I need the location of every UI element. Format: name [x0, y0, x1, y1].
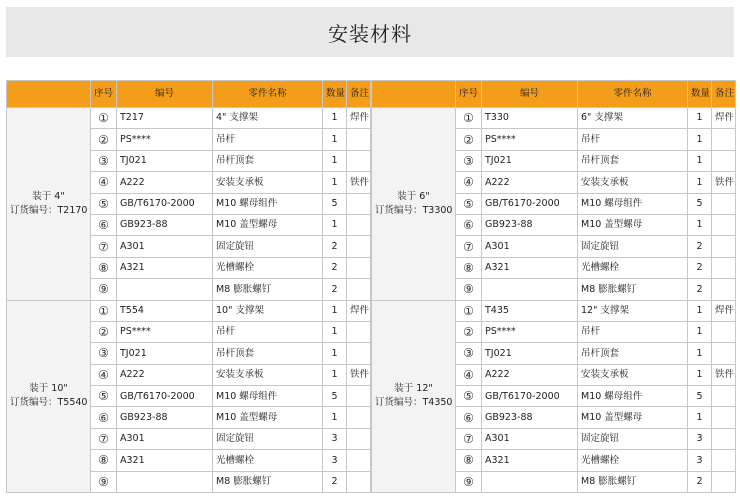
row-index: ②	[91, 129, 117, 150]
part-note: 焊件	[712, 108, 736, 129]
part-note	[347, 471, 371, 492]
part-qty: 5	[688, 193, 712, 214]
group-label-size: 装于 10"	[29, 383, 68, 395]
part-code: A301	[482, 428, 578, 449]
header-group	[372, 81, 456, 108]
part-note	[712, 236, 736, 257]
title-bar	[6, 7, 734, 57]
header-code: 编号	[117, 81, 213, 108]
part-note: 焊件	[712, 300, 736, 321]
header-index: 序号	[456, 81, 482, 108]
group-label-size: 装于 12"	[394, 383, 433, 395]
header-row	[7, 81, 371, 108]
part-note: 铁件	[347, 364, 371, 385]
group-label-order: 订货编号：T5540	[10, 397, 88, 409]
part-name: M10 螺母组件	[578, 193, 688, 214]
part-code: A321	[117, 450, 213, 471]
part-name: M10 盖型螺母	[578, 214, 688, 235]
row-index: ②	[456, 321, 482, 342]
part-name: M8 膨胀螺钉	[213, 279, 323, 300]
group-2	[7, 300, 371, 493]
part-qty: 2	[323, 279, 347, 300]
part-qty: 1	[688, 364, 712, 385]
row-index: ③	[91, 343, 117, 364]
row-index: ②	[91, 321, 117, 342]
row-index: ⑨	[91, 279, 117, 300]
part-qty: 1	[323, 150, 347, 171]
part-qty: 1	[688, 321, 712, 342]
part-code: A222	[482, 364, 578, 385]
part-name: 光槽螺栓	[213, 450, 323, 471]
part-qty: 1	[323, 214, 347, 235]
part-note	[347, 193, 371, 214]
row-index: ①	[91, 300, 117, 321]
part-name: M10 盖型螺母	[213, 214, 323, 235]
part-qty: 3	[688, 428, 712, 449]
part-note	[712, 279, 736, 300]
row-index: ④	[456, 172, 482, 193]
part-note	[712, 471, 736, 492]
part-qty: 2	[688, 471, 712, 492]
materials-grid	[6, 80, 734, 492]
part-name: 吊杆	[578, 321, 688, 342]
part-note	[347, 343, 371, 364]
part-code: A222	[117, 172, 213, 193]
row-index: ⑥	[91, 407, 117, 428]
row-index: ②	[456, 129, 482, 150]
part-qty: 1	[688, 343, 712, 364]
row-index: ⑤	[91, 193, 117, 214]
row-index: ③	[456, 343, 482, 364]
part-code	[117, 471, 213, 492]
part-note	[347, 428, 371, 449]
part-qty: 3	[323, 428, 347, 449]
part-qty: 5	[688, 386, 712, 407]
part-name: 安装支承板	[213, 364, 323, 385]
part-note	[347, 386, 371, 407]
part-note	[712, 214, 736, 235]
part-note	[347, 257, 371, 278]
part-name: 光槽螺栓	[213, 257, 323, 278]
part-qty: 5	[323, 193, 347, 214]
part-qty: 1	[323, 407, 347, 428]
part-note	[712, 129, 736, 150]
part-name: M8 膨胀螺钉	[213, 471, 323, 492]
header-name: 零件名称	[578, 81, 688, 108]
row-index: ⑥	[456, 407, 482, 428]
row-index: ⑥	[456, 214, 482, 235]
part-code: T330	[482, 108, 578, 129]
part-name: 安装支承板	[578, 364, 688, 385]
part-code: TJ021	[117, 150, 213, 171]
part-note	[712, 150, 736, 171]
part-qty: 1	[688, 129, 712, 150]
header-note: 备注	[347, 81, 371, 108]
group-label-order: 订货编号：T4350	[375, 397, 453, 409]
part-note	[347, 407, 371, 428]
part-code	[482, 471, 578, 492]
part-qty: 1	[323, 108, 347, 129]
part-name: 吊杆	[213, 129, 323, 150]
part-qty: 1	[688, 300, 712, 321]
part-name: M10 螺母组件	[213, 386, 323, 407]
part-code: A301	[117, 236, 213, 257]
part-qty: 1	[323, 364, 347, 385]
row-index: ⑨	[91, 471, 117, 492]
row-index: ⑧	[91, 450, 117, 471]
table-row	[7, 108, 371, 129]
part-qty: 3	[688, 450, 712, 471]
part-code: T217	[117, 108, 213, 129]
part-qty: 2	[323, 257, 347, 278]
part-qty: 1	[688, 407, 712, 428]
part-note	[347, 129, 371, 150]
row-index: ⑤	[91, 386, 117, 407]
header-qty: 数量	[323, 81, 347, 108]
part-note	[712, 450, 736, 471]
part-code: TJ021	[482, 150, 578, 171]
row-index: ①	[91, 108, 117, 129]
part-name: M8 膨胀螺钉	[578, 279, 688, 300]
row-index: ⑧	[91, 257, 117, 278]
part-qty: 1	[688, 172, 712, 193]
part-name: 固定旋钮	[578, 428, 688, 449]
part-code: TJ021	[117, 343, 213, 364]
part-note	[347, 236, 371, 257]
header-name: 零件名称	[213, 81, 323, 108]
part-name: 安装支承板	[578, 172, 688, 193]
part-qty: 1	[323, 343, 347, 364]
row-index: ④	[456, 364, 482, 385]
part-note	[712, 386, 736, 407]
row-index: ⑧	[456, 257, 482, 278]
part-note	[347, 450, 371, 471]
group-3	[372, 300, 736, 493]
header-code: 编号	[482, 81, 578, 108]
part-code: PS****	[117, 129, 213, 150]
part-code: TJ021	[482, 343, 578, 364]
part-qty: 2	[688, 236, 712, 257]
part-name: 吊杆	[578, 129, 688, 150]
part-qty: 3	[323, 450, 347, 471]
row-index: ⑦	[456, 236, 482, 257]
part-note	[712, 343, 736, 364]
row-index: ⑦	[456, 428, 482, 449]
part-name: 4" 支撑架	[213, 108, 323, 129]
part-note: 焊件	[347, 108, 371, 129]
part-note	[712, 321, 736, 342]
part-qty: 1	[688, 108, 712, 129]
part-code: GB923-88	[117, 214, 213, 235]
part-code: PS****	[117, 321, 213, 342]
part-code: GB923-88	[482, 407, 578, 428]
part-code: A321	[482, 257, 578, 278]
part-qty: 1	[323, 300, 347, 321]
materials-table-right	[371, 80, 736, 493]
part-qty: 1	[323, 172, 347, 193]
part-code: GB/T6170-2000	[117, 193, 213, 214]
materials-table-left	[6, 80, 371, 493]
row-index: ⑨	[456, 279, 482, 300]
part-note	[712, 428, 736, 449]
row-index: ⑦	[91, 428, 117, 449]
part-note	[347, 279, 371, 300]
part-code: A301	[482, 236, 578, 257]
part-name: 吊杆顶套	[578, 343, 688, 364]
row-index: ⑨	[456, 471, 482, 492]
group-label-order: 订货编号：T2170	[10, 204, 88, 216]
table-row	[7, 300, 371, 321]
group-label	[7, 300, 91, 493]
part-code: PS****	[482, 321, 578, 342]
group-label-order: 订货编号：T3300	[375, 204, 453, 216]
part-qty: 1	[688, 214, 712, 235]
row-index: ⑤	[456, 386, 482, 407]
part-name: 吊杆顶套	[578, 150, 688, 171]
row-index: ③	[456, 150, 482, 171]
part-code: GB923-88	[482, 214, 578, 235]
part-code	[117, 279, 213, 300]
part-code: A321	[482, 450, 578, 471]
group-1	[372, 108, 736, 301]
part-name: 固定旋钮	[213, 236, 323, 257]
page-title: 安装材料	[328, 21, 412, 46]
part-name: M10 盖型螺母	[578, 407, 688, 428]
part-code: A222	[117, 364, 213, 385]
part-qty: 5	[323, 386, 347, 407]
part-name: 光槽螺栓	[578, 450, 688, 471]
part-code: A321	[117, 257, 213, 278]
table-row	[372, 108, 736, 129]
part-note: 铁件	[347, 172, 371, 193]
part-note	[712, 407, 736, 428]
part-qty: 2	[688, 257, 712, 278]
group-label-size: 装于 6"	[397, 190, 430, 202]
part-name: M10 盖型螺母	[213, 407, 323, 428]
part-name: 固定旋钮	[213, 428, 323, 449]
part-note: 焊件	[347, 300, 371, 321]
part-qty: 1	[323, 129, 347, 150]
row-index: ④	[91, 364, 117, 385]
part-note	[347, 150, 371, 171]
group-label-size: 装于 4"	[32, 190, 65, 202]
part-name: M10 螺母组件	[578, 386, 688, 407]
row-index: ①	[456, 300, 482, 321]
part-code: GB/T6170-2000	[482, 386, 578, 407]
header-row	[372, 81, 736, 108]
row-index: ④	[91, 172, 117, 193]
part-code: GB923-88	[117, 407, 213, 428]
part-name: M10 螺母组件	[213, 193, 323, 214]
row-index: ⑧	[456, 450, 482, 471]
part-qty: 2	[323, 236, 347, 257]
row-index: ⑦	[91, 236, 117, 257]
part-name: 光槽螺栓	[578, 257, 688, 278]
part-name: 吊杆顶套	[213, 343, 323, 364]
part-code: T554	[117, 300, 213, 321]
group-label	[372, 108, 456, 301]
table-row	[372, 300, 736, 321]
part-note	[347, 214, 371, 235]
part-note	[347, 321, 371, 342]
part-qty: 1	[323, 321, 347, 342]
part-name: 6" 支撑架	[578, 108, 688, 129]
part-name: 安装支承板	[213, 172, 323, 193]
part-name: 10" 支撑架	[213, 300, 323, 321]
part-code	[482, 279, 578, 300]
group-label	[7, 108, 91, 301]
part-note	[712, 193, 736, 214]
row-index: ①	[456, 108, 482, 129]
group-0	[7, 108, 371, 301]
part-qty: 1	[688, 150, 712, 171]
part-name: 固定旋钮	[578, 236, 688, 257]
header-index: 序号	[91, 81, 117, 108]
part-code: A222	[482, 172, 578, 193]
row-index: ③	[91, 150, 117, 171]
part-code: A301	[117, 428, 213, 449]
header-qty: 数量	[688, 81, 712, 108]
row-index: ⑥	[91, 214, 117, 235]
header-note: 备注	[712, 81, 736, 108]
row-index: ⑤	[456, 193, 482, 214]
part-name: M8 膨胀螺钉	[578, 471, 688, 492]
part-code: T435	[482, 300, 578, 321]
header-group	[7, 81, 91, 108]
group-label	[372, 300, 456, 493]
part-note: 铁件	[712, 172, 736, 193]
part-note: 铁件	[712, 364, 736, 385]
part-qty: 2	[688, 279, 712, 300]
part-name: 吊杆顶套	[213, 150, 323, 171]
part-code: GB/T6170-2000	[117, 386, 213, 407]
part-code: PS****	[482, 129, 578, 150]
part-name: 吊杆	[213, 321, 323, 342]
part-code: GB/T6170-2000	[482, 193, 578, 214]
part-name: 12" 支撑架	[578, 300, 688, 321]
part-note	[712, 257, 736, 278]
part-qty: 2	[323, 471, 347, 492]
